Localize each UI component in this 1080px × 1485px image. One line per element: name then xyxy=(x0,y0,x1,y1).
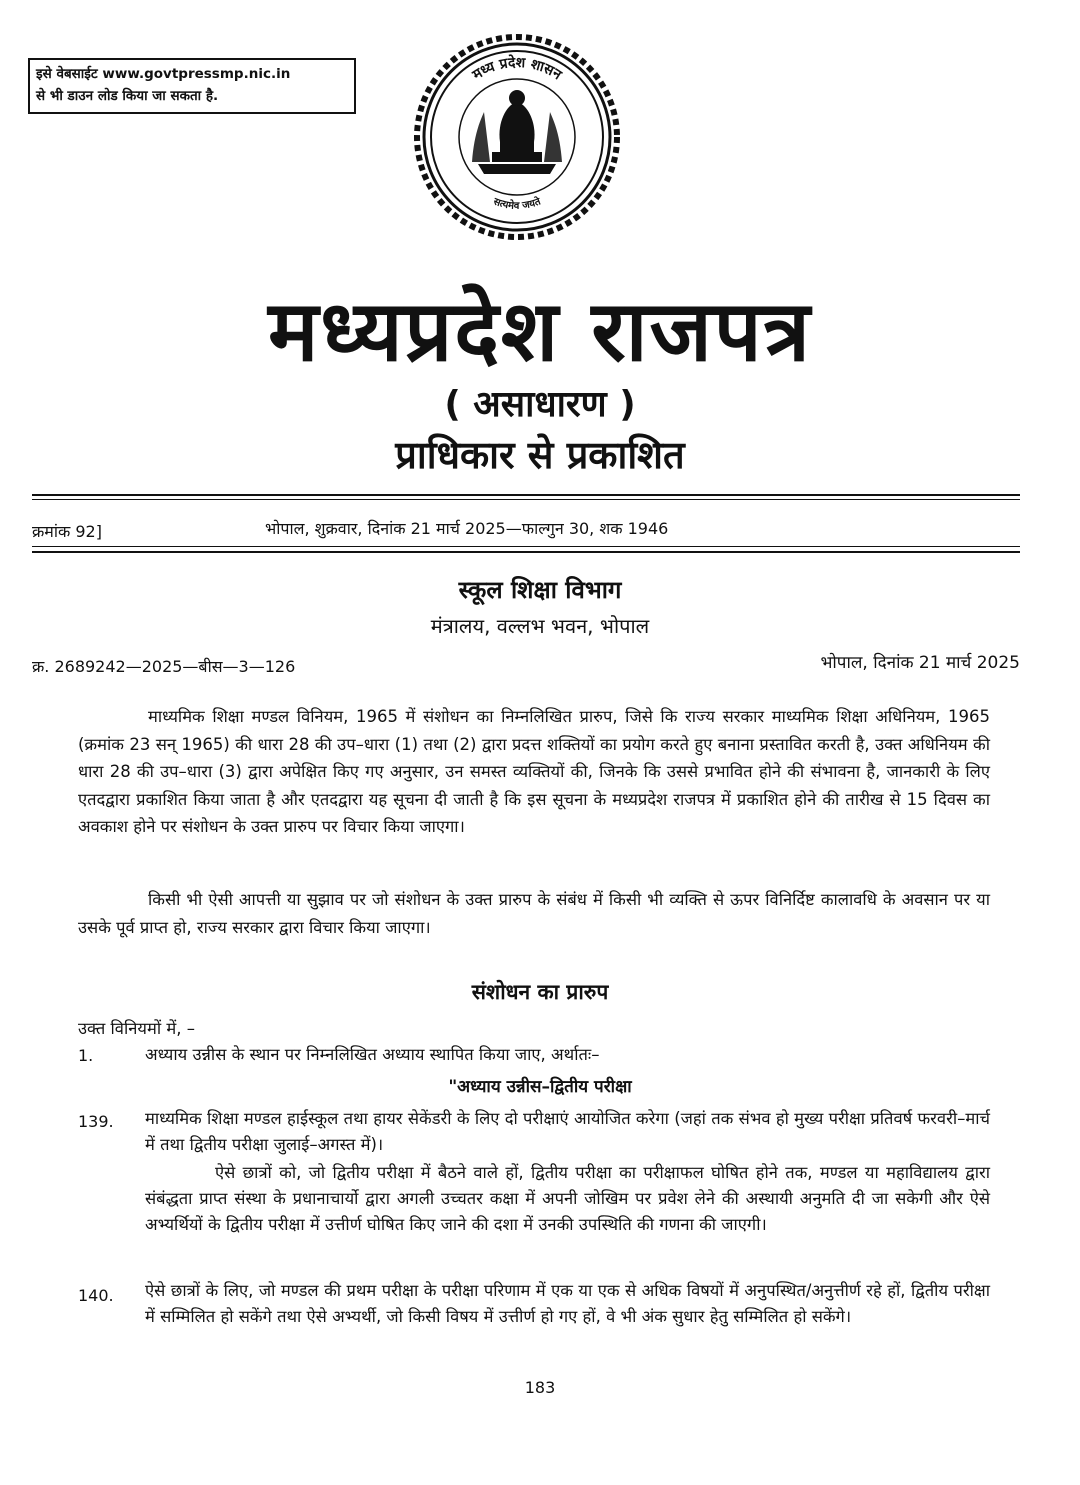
seal-top-text: मध्य प्रदेश शासन xyxy=(469,54,565,84)
divider-bottom-2 xyxy=(32,551,1020,553)
divider-top-1 xyxy=(32,494,1020,496)
item-139-text: माध्यमिक शिक्षा मण्डल हाईस्कूल तथा हायर सेकेंडरी के लिए दो परीक्षाएं आयोजित करेगा (जहां तक संभव हो मुख्य परीक्षा प्रतिवर्ष फरवरी–मार्च में तथा द्वितीय परीक्षा जुलाई–अगस्त में)। xyxy=(145,1109,990,1154)
item-1-number: 1. xyxy=(78,1046,94,1065)
body-paragraph-1: माध्यमिक शिक्षा मण्डल विनियम, 1965 में संशोधन का निम्नलिखित प्रारुप, जिसे कि राज्य सरकार माध्यमिक शिक्षा अधिनियम, 1965 (क्रमांक 23 सन् 1965) की धारा 28 की उप–धारा (1) तथा (2) द्वारा प्रदत्त शक्तियों का प्रयोग करते हुए बनाना प्रस्तावित करती है, उक्त अधिनियम की धारा 28 की उप–धारा (3) द्वारा अपेक्षित किए गए अनुसार, उन समस्त व्यक्तियों की, जिनके कि उससे प्रभावित होने की संभावना है, जानकारी के लिए एतदद्वारा प्रकाशित किया जाता है और एतदद्वारा यह सूचना दी जाती है कि इस सूचना के मध्यप्रदेश राजपत्र में प्रकाशित होने की तारीख से 15 दिवस का अवकाश होने पर संशोधन के उक्त प्रारुप पर विचार किया जाएगा। xyxy=(78,707,990,836)
draft-heading: संशोधन का प्रारुप xyxy=(471,980,609,1004)
body-paragraph-2: किसी भी ऐसी आपत्ती या सुझाव पर जो संशोधन के उक्त प्रारुप के संबंध में किसी भी व्यक्ति से ऊपर विनिर्दिष्ट कालावधि के अवसान पर या उसके पूर्व प्राप्त हो, राज्य सरकार द्वारा विचार किया जाएगा। xyxy=(78,890,990,937)
draft-intro: उक्त विनियमों में, – xyxy=(78,1019,195,1038)
lion-capital-icon xyxy=(472,90,562,174)
gazette-extraordinary-label: ( असाधारण ) xyxy=(444,384,636,425)
department-office: मंत्रालय, वल्लभ भवन, भोपाल xyxy=(430,614,650,638)
website-notice-box xyxy=(28,58,356,114)
page-number: 183 xyxy=(524,1378,556,1397)
seal-motto-text: सत्यमेव जयते xyxy=(491,196,543,212)
website-notice-line-2: से भी डाउन लोड किया जा सकता है. xyxy=(36,88,219,104)
issue-date-line: भोपाल, शुक्रवार, दिनांक 21 मार्च 2025—फाल्गुन 30, शक 1946 xyxy=(265,519,669,538)
reference-number: क्र. 2689242—2025—बीस—3—126 xyxy=(32,657,296,676)
reference-date: भोपाल, दिनांक 21 मार्च 2025 xyxy=(820,653,1020,673)
divider-bottom-1 xyxy=(32,546,1020,547)
state-emblem-seal xyxy=(412,32,622,242)
item-1-text: अध्याय उन्नीस के स्थान पर निम्नलिखित अध्याय स्थापित किया जाए, अर्थातः– xyxy=(145,1045,600,1064)
gazette-title: मध्यप्रदेश राजपत्र xyxy=(268,281,812,380)
divider-top-2 xyxy=(32,499,1020,500)
item-140-number: 140. xyxy=(78,1286,114,1305)
published-by-authority: प्राधिकार से प्रकाशित xyxy=(395,433,685,477)
issue-number: क्रमांक 92] xyxy=(32,522,102,541)
item-139-paragraph: ऐसे छात्रों को, जो द्वितीय परीक्षा में बैठने वाले हों, द्वितीय परीक्षा का परीक्षाफल घोषित होने तक, मण्डल या महाविद्यालय द्वारा संबंद्धता प्राप्त संस्था के प्रधानाचार्यो द्वारा अगली उच्चतर कक्षा में अपनी जोखिम पर प्रवेश लेने की अस्थायी अनुमति दी जा सकेगी और ऐसे अभ्यर्थियों के द्वितीय परीक्षा में उत्तीर्ण घोषित किए जाने की दशा में उनकी उपस्थिति की गणना की जाएगी। xyxy=(145,1163,990,1234)
item-140-text: ऐसे छात्रों के लिए, जो मण्डल की प्रथम परीक्षा के परीक्षा परिणाम में एक या एक से अधिक विषयों में अनुपस्थित/अनुत्तीर्ण रहे हों, द्वितीय परीक्षा में सम्मिलित हो सकेंगे तथा ऐसे अभ्यर्थी, जो किसी विषय में उत्तीर्ण हो गए हों, वे भी अंक सुधार हेतु सम्मिलित हो सकेंगे। xyxy=(145,1281,990,1326)
website-notice-line-1: इसे वेबसाईट www.govtpressmp.nic.in xyxy=(36,66,291,82)
chapter-title: "अध्याय उन्नीस–द्वितीय परीक्षा xyxy=(448,1077,632,1097)
item-139-number: 139. xyxy=(78,1112,114,1131)
department-name: स्कूल शिक्षा विभाग xyxy=(458,576,622,604)
